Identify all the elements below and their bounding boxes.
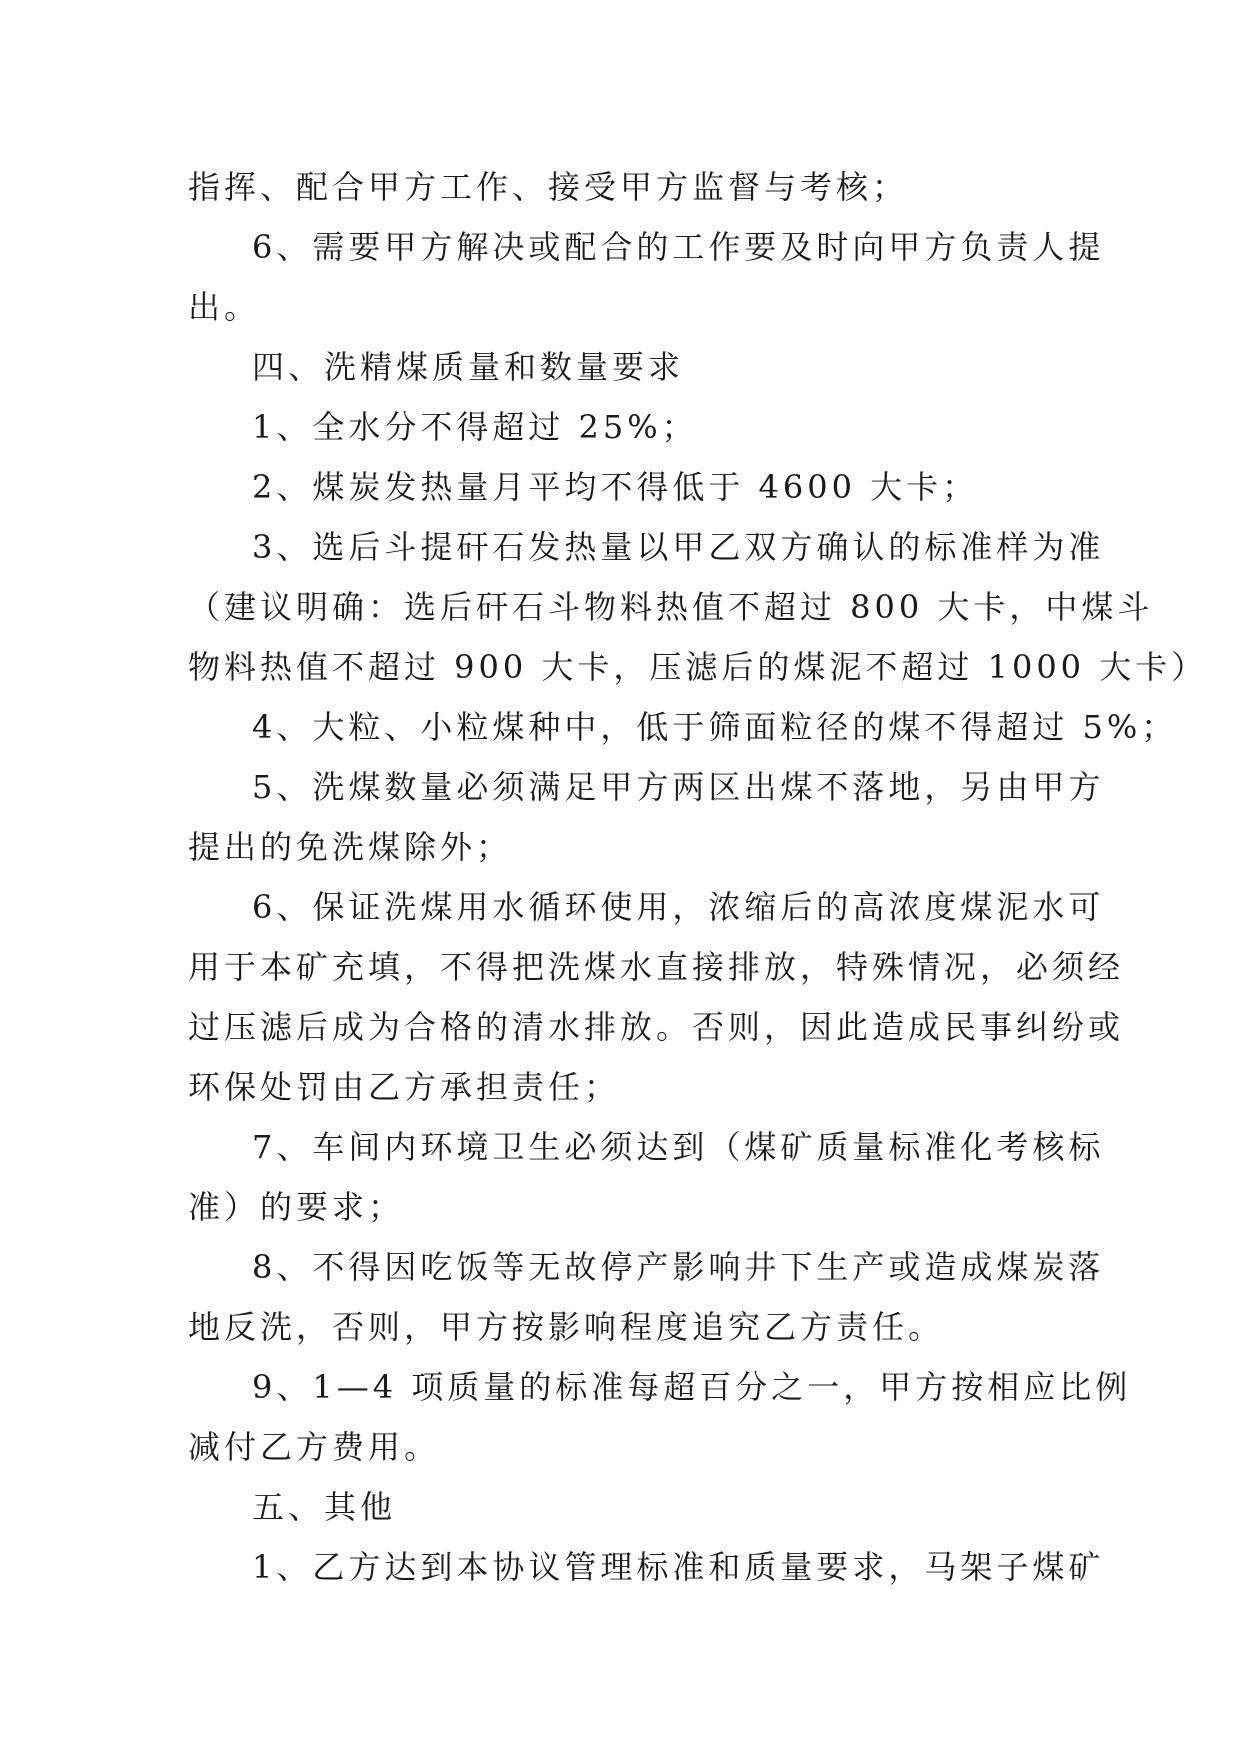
text-line: 5、洗煤数量必须满足甲方两区出煤不落地，另由甲方	[252, 768, 1105, 806]
text-line: （建议明确：选后矸石斗物料热值不超过 800 大卡，中煤斗	[188, 588, 1154, 626]
text-line: 环保处罚由乙方承担责任；	[188, 1068, 621, 1106]
text-line: 过压滤后成为合格的清水排放。否则，因此造成民事纠纷或	[188, 1008, 1125, 1046]
document-body	[188, 157, 1208, 1597]
text-line: 提出的免洗煤除外；	[188, 828, 513, 866]
text-line: 1、乙方达到本协议管理标准和质量要求，马架子煤矿	[252, 1548, 1105, 1586]
text-line: 7、车间内环境卫生必须达到（煤矿质量标准化考核标	[252, 1128, 1105, 1166]
text-line: 6、需要甲方解决或配合的工作要及时向甲方负责人提	[252, 228, 1105, 266]
text-line: 1、全水分不得超过 25%；	[252, 408, 698, 446]
text-line: 减付乙方费用。	[188, 1428, 441, 1466]
text-line: 4、大粒、小粒煤种中，低于筛面粒径的煤不得超过 5%；	[252, 708, 1178, 746]
text-line: 8、不得因吃饭等无故停产影响井下生产或造成煤炭落	[252, 1248, 1105, 1286]
text-line: 准）的要求；	[188, 1188, 405, 1226]
text-line: 3、选后斗提矸石发热量以甲乙双方确认的标准样为准	[252, 528, 1105, 566]
text-line: 2、煤炭发热量月平均不得低于 4600 大卡；	[252, 468, 979, 506]
text-line: 物料热值不超过 900 大卡，压滤后的煤泥不超过 1000 大卡）	[188, 648, 1208, 686]
text-line: 用于本矿充填，不得把洗煤水直接排放，特殊情况，必须经	[188, 948, 1125, 986]
section-heading: 五、其他	[252, 1488, 397, 1526]
text-line: 地反洗，否则，甲方按影响程度追究乙方责任。	[188, 1308, 945, 1346]
section-heading: 四、洗精煤质量和数量要求	[252, 348, 685, 386]
text-line: 9、1—4 项质量的标准每超百分之一，甲方按相应比例	[252, 1368, 1132, 1406]
text-line: 指挥、配合甲方工作、接受甲方监督与考核；	[188, 168, 909, 206]
text-line: 出。	[188, 288, 261, 326]
text-line: 6、保证洗煤用水循环使用，浓缩后的高浓度煤泥水可	[252, 888, 1105, 926]
